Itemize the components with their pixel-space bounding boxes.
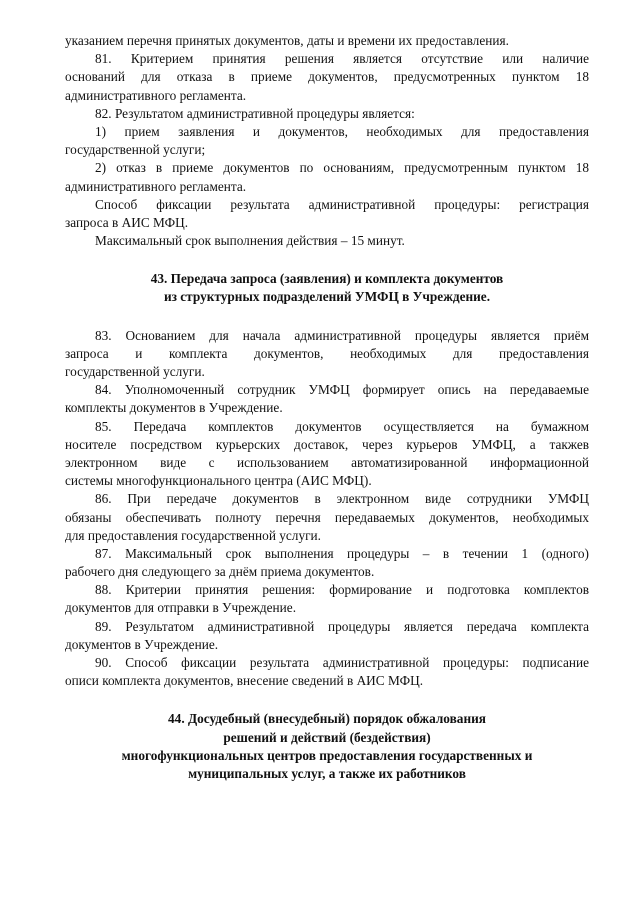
paragraph-line: документов для отправки в Учреждение. <box>65 600 297 616</box>
section-heading-44 <box>65 710 589 783</box>
section-heading-43 <box>65 270 589 306</box>
paragraph-line: для предоставления государственной услуги. <box>65 527 321 543</box>
paragraph-line: 1) прием заявления и документов, необходимых для предоставления <box>95 123 589 139</box>
paragraph-line: оснований для отказа в приеме документов, предусмотренных пунктом 18 <box>65 69 589 85</box>
paragraph-line: Способ фиксации результата административной процедуры: регистрация <box>95 196 589 212</box>
paragraph-line: системы многофункционального центра (АИС МФЦ). <box>65 473 372 489</box>
paragraph-line: документов в Учреждение. <box>65 636 219 652</box>
section-heading-line: решений и действий (бездействия) <box>223 729 431 745</box>
paragraph-line: 84. Уполномоченный сотрудник УМФЦ формирует опись на передаваемые <box>95 382 589 398</box>
paragraph-line: 2) отказ в приеме документов по основаниям, предусмотренным пунктом 18 <box>95 160 589 176</box>
paragraph-line: запроса в АИС МФЦ. <box>65 214 189 230</box>
paragraph-line: 90. Способ фиксации результата административной процедуры: подписание <box>95 655 589 670</box>
paragraph-line: рабочего дня следующего за днём приема документов. <box>65 564 375 580</box>
paragraph-line: Максимальный срок выполнения действия – 15 минут. <box>95 233 405 249</box>
paragraph-block-81-82 <box>65 32 589 250</box>
section-heading-line: 44. Досудебный (внесудебный) порядок обжалования <box>168 711 486 727</box>
paragraph-line: запроса и комплекта документов, необходимых для предоставления <box>65 345 589 361</box>
paragraph-line: 88. Критерии принятия решения: формирование и подготовка комплектов <box>95 582 589 598</box>
paragraph-line: 81. Критерием принятия решения является отсутствие или наличие <box>95 51 589 67</box>
paragraph-line: обязаны обеспечивать полноту перечня передаваемых документов, необходимых <box>65 509 589 525</box>
paragraph-line: 89. Результатом административной процедуры является передача комплекта <box>95 618 589 634</box>
paragraph-line: описи комплекта документов, внесение сведений в АИС МФЦ. <box>65 673 424 689</box>
paragraph-line: указанием перечня принятых документов, даты и времени их предоставления. <box>65 33 509 48</box>
section-heading-line: 43. Передача запроса (заявления) и комплекта документов <box>150 271 504 287</box>
paragraph-line: комплекты документов в Учреждение. <box>65 400 283 416</box>
paragraph-line: носителе посредством курьерских доставок, через курьеров УМФЦ, а такжев <box>65 436 589 452</box>
section-heading-line: многофункциональных центров предоставления государственных и <box>121 747 533 763</box>
paragraph-line: государственной услуги. <box>65 364 205 379</box>
section-heading-line: из структурных подразделений УМФЦ в Учреждение. <box>163 289 491 305</box>
paragraph-block-83-90 <box>65 327 589 691</box>
paragraph-line: 85. Передача комплектов документов осуществляется на бумажном <box>95 418 589 434</box>
paragraph-line: электронном виде с использованием автоматизированной информационной <box>65 454 589 470</box>
paragraph-line: 87. Максимальный срок выполнения процедуры – в течении 1 (одного) <box>95 545 589 561</box>
paragraph-line: 82. Результатом административной процедуры является: <box>95 105 415 121</box>
paragraph-line: государственной услуги; <box>65 142 206 158</box>
paragraph-line: 86. При передаче документов в электронном виде сотрудники УМФЦ <box>95 491 589 507</box>
paragraph-line: 83. Основанием для начала административной процедуры является приём <box>95 327 589 343</box>
document-page <box>65 32 589 783</box>
paragraph-line: административного регламента. <box>65 87 247 103</box>
paragraph-line: административного регламента. <box>65 178 247 194</box>
section-heading-line: муниципальных услуг, а также их работников <box>188 765 466 781</box>
